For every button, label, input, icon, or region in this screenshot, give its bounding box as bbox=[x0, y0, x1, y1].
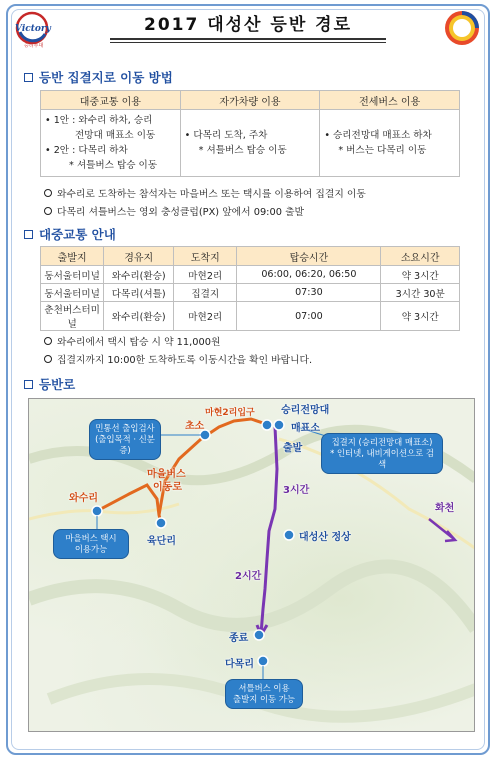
transport-method-table bbox=[40, 90, 460, 177]
table-row bbox=[41, 266, 460, 284]
table-header-row bbox=[41, 91, 460, 110]
cell-line: • 2안 : 다목리 하차 bbox=[45, 145, 128, 156]
point-summit bbox=[284, 530, 294, 540]
circle-bullet-icon bbox=[44, 355, 52, 363]
callout-line-text: 집결지 (승리전망대 매표소) bbox=[331, 437, 433, 447]
table-cell: 07:30 bbox=[237, 284, 381, 302]
title-underline-thin bbox=[110, 42, 386, 43]
table-cell: 약 3시간 bbox=[381, 302, 460, 331]
callout-line-text: * 인터넷, 내비게이션으로 검색 bbox=[330, 448, 434, 469]
circle-bullet-icon bbox=[44, 337, 52, 345]
table-cell-private bbox=[180, 110, 320, 177]
callout-civilian-control bbox=[89, 419, 161, 460]
note-item bbox=[44, 334, 220, 348]
note-item bbox=[44, 204, 304, 218]
point-observatory bbox=[274, 420, 284, 430]
callout-shuttle bbox=[225, 679, 303, 709]
table-header-cell: 경유지 bbox=[104, 247, 174, 266]
table-cell: 와수리(환승) bbox=[104, 302, 174, 331]
map-label-mahyeon-entrance: 마현2리입구 bbox=[205, 408, 255, 418]
map-label-yukdanri: 육단리 bbox=[147, 536, 176, 547]
table-row bbox=[41, 302, 460, 331]
table-header-cell: 전세버스 이용 bbox=[320, 91, 460, 110]
note-text: 집결지까지 10:00한 도착하도록 이동시간을 확인 바랍니다. bbox=[57, 355, 313, 366]
map-label-end: 종료 bbox=[229, 633, 249, 644]
table-cell: 동서울터미널 bbox=[41, 266, 104, 284]
table-cell: 3시간 30분 bbox=[381, 284, 460, 302]
note-item bbox=[44, 186, 366, 200]
table-header-cell: 도착지 bbox=[174, 247, 237, 266]
callout-line-text: 셔틀버스 이용 bbox=[238, 683, 290, 693]
table-header-cell: 자가차량 이용 bbox=[180, 91, 320, 110]
logo-text: Victory bbox=[15, 24, 51, 34]
table-header-cell: 탑승시간 bbox=[237, 247, 381, 266]
map-label-duration-3h: 3시간 bbox=[283, 485, 310, 496]
callout-line-text: 이용가능 bbox=[74, 544, 108, 554]
logo-subtext: 승리부대 bbox=[24, 43, 44, 49]
section-title: 등반 집결지로 이동 방법 bbox=[39, 70, 173, 85]
map-label-hwacheon: 화천 bbox=[435, 503, 455, 514]
point-end bbox=[254, 630, 264, 640]
callout-line-text: 출발지 이동 가능 bbox=[233, 694, 295, 704]
unit-emblem-icon bbox=[442, 8, 482, 48]
table-cell: 약 3시간 bbox=[381, 266, 460, 284]
cell-line: * 버스는 다목리 이동 bbox=[338, 145, 427, 156]
table-cell: 동서울터미널 bbox=[41, 284, 104, 302]
title-underline bbox=[110, 38, 386, 40]
section-heading-gathering bbox=[24, 68, 173, 86]
table-header-cell: 소요시간 bbox=[381, 247, 460, 266]
note-text: 와수리로 도착하는 참석자는 마을버스 또는 택시를 이용하여 집결지 이동 bbox=[57, 189, 366, 200]
bus-route-west bbox=[97, 485, 161, 523]
table-header-row bbox=[41, 247, 460, 266]
cell-line: • 다목리 도착, 주차 bbox=[184, 130, 268, 141]
cell-line: * 셔틀버스 탑승 이동 bbox=[69, 160, 158, 171]
table-header-cell: 대중교통 이용 bbox=[41, 91, 181, 110]
table-cell-public bbox=[41, 110, 181, 177]
section-title: 등반로 bbox=[39, 377, 76, 392]
table-cell: 마현2리 bbox=[174, 266, 237, 284]
map-label-duration-2h: 2시간 bbox=[235, 571, 262, 582]
section-heading-transit bbox=[24, 225, 116, 243]
map-label-checkpoint: 초소 bbox=[185, 421, 205, 432]
table-cell: 07:00 bbox=[237, 302, 381, 331]
map-label-damokri: 다목리 bbox=[225, 659, 254, 670]
route-map bbox=[28, 398, 475, 732]
point-damokri bbox=[258, 656, 268, 666]
table-cell: 집결지 bbox=[174, 284, 237, 302]
map-label-ticket-office: 매표소 bbox=[291, 423, 320, 434]
section-title: 대중교통 안내 bbox=[39, 227, 116, 242]
table-cell: 다목리(셔틀) bbox=[104, 284, 174, 302]
circle-bullet-icon bbox=[44, 207, 52, 215]
square-bullet-icon bbox=[24, 380, 33, 389]
note-text: 다목리 셔틀버스는 영외 충성클럽(PX) 앞에서 09:00 출발 bbox=[57, 207, 304, 218]
table-header-cell: 출발지 bbox=[41, 247, 104, 266]
point-ticket-office bbox=[262, 420, 272, 430]
square-bullet-icon bbox=[24, 230, 33, 239]
point-yukdanri bbox=[156, 518, 166, 528]
cell-line: • 승리전망대 매표소 하차 bbox=[324, 130, 432, 141]
table-row bbox=[41, 110, 460, 177]
callout-assembly-point bbox=[321, 433, 443, 474]
note-item bbox=[44, 352, 312, 366]
square-bullet-icon bbox=[24, 73, 33, 82]
map-label-summit: 대성산 정상 bbox=[299, 532, 351, 543]
map-label-village-route: 이동로 bbox=[153, 482, 182, 493]
cell-line: • 1안 : 와수리 하차, 승리 bbox=[45, 115, 153, 126]
callout-line-text: 민통선 출입검사 bbox=[95, 423, 155, 433]
victory-logo bbox=[12, 10, 58, 50]
public-transit-table bbox=[40, 246, 460, 331]
cell-line: * 셔틀버스 탑승 이동 bbox=[198, 145, 287, 156]
table-cell: 와수리(환승) bbox=[104, 266, 174, 284]
map-label-wasuri: 와수리 bbox=[69, 493, 98, 504]
section-heading-route bbox=[24, 375, 75, 393]
page-title: 2017 대성산 등반 경로 bbox=[143, 15, 353, 35]
table-cell: 06:00, 06:20, 06:50 bbox=[237, 266, 381, 284]
callout-line-text: (출입목적 · 신분증) bbox=[95, 434, 155, 455]
circle-bullet-icon bbox=[44, 189, 52, 197]
table-cell: 춘천버스터미널 bbox=[41, 302, 104, 331]
callout-taxi bbox=[53, 529, 129, 559]
table-row bbox=[41, 284, 460, 302]
map-label-village-bus: 마을버스 bbox=[147, 469, 186, 480]
cell-line: 전망대 매표소 이동 bbox=[75, 130, 156, 141]
map-label-start: 출발 bbox=[283, 443, 303, 454]
table-cell-charter bbox=[320, 110, 460, 177]
point-wasuri bbox=[92, 506, 102, 516]
table-cell: 마현2리 bbox=[174, 302, 237, 331]
callout-line-text: 마을버스 택시 bbox=[65, 533, 117, 543]
note-text: 와수리에서 택시 탑승 시 약 11,000원 bbox=[57, 337, 221, 348]
map-label-observatory: 승리전망대 bbox=[281, 405, 330, 416]
